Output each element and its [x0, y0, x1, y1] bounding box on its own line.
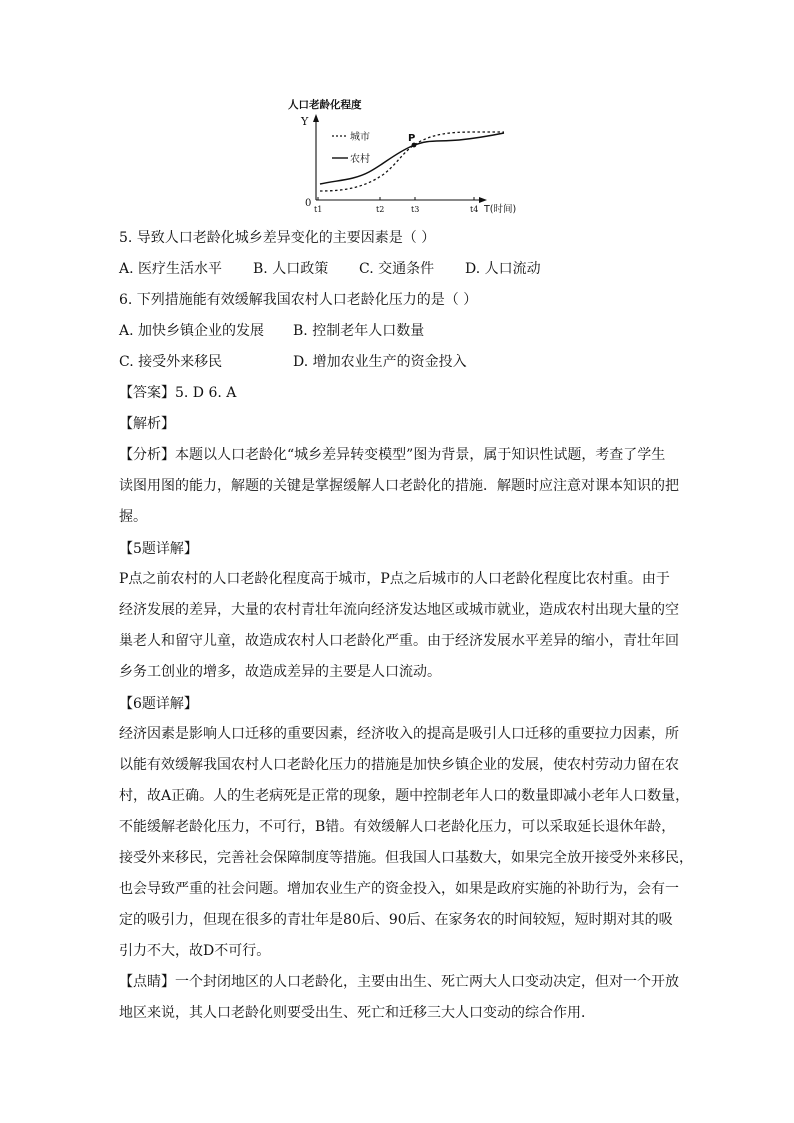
q6-option-d: D. 增加农业生产的资金投入	[293, 354, 467, 370]
legend-label-rural: 农村	[350, 154, 370, 165]
analysis-line: 【分析】本题以人口老龄化“城乡差异转变模型”图为背景，属于知识性试题，考查了学生	[119, 447, 666, 463]
y-axis-arrow	[313, 114, 319, 122]
aging-figure	[284, 96, 520, 218]
origin-label: 0	[305, 198, 312, 209]
comment-line: 【点睛】一个封闭地区的人口老龄化，主要由出生、死亡两大人口变动决定，但对一个开放	[119, 974, 679, 990]
q6-options-row2	[119, 352, 467, 372]
q5-option-b: B. 人口政策	[253, 261, 329, 277]
detail5-paragraph	[119, 564, 679, 688]
detail5-line: 乡务工创业的增多，故造成差异的主要是人口流动。	[119, 664, 441, 680]
q5-option-c: C. 交通条件	[359, 261, 435, 277]
tick-label-t2: t2	[376, 205, 385, 214]
detail6-line: 以能有效缓解我国农村人口老龄化压力的措施是加快乡镇企业的发展，使农村劳动力留在农	[119, 757, 679, 773]
x-axis-arrow	[479, 197, 487, 203]
q5-options	[119, 259, 541, 279]
q6-option-c: C. 接受外来移民	[119, 354, 223, 370]
legend-label-city: 城市	[350, 132, 370, 143]
q5-stem: 5. 导致人口老龄化城乡差异变化的主要因素是（ ）	[119, 230, 436, 246]
detail6-heading: 【6题详解】	[119, 696, 198, 712]
analysis-paragraph	[119, 440, 679, 533]
q6-options-row1	[119, 321, 424, 341]
tick-label-t4: t4	[470, 205, 479, 214]
detail5-heading: 【5题详解】	[119, 541, 198, 557]
detail5-line: P点之前农村的人口老龄化程度高于城市，P点之后城市的人口老龄化程度比农村重。由于	[119, 571, 670, 587]
q6-stem: 6. 下列措施能有效缓解我国农村人口老龄化压力的是（ ）	[119, 292, 478, 308]
detail6-line: 引力不大，故D不可行。	[119, 943, 271, 959]
analysis-line: 握。	[119, 509, 147, 525]
tick-label-t3: t3	[411, 205, 420, 214]
detail5-line: 经济发展的差异，大量的农村青壮年流向经济发达地区或城市就业，造成农村出现大量的空	[119, 602, 679, 618]
detail6-line: 接受外来移民，完善社会保障制度等措施。但我国人口基数大，如果完全放开接受外来移民，	[119, 850, 693, 866]
comment-paragraph	[119, 967, 679, 1029]
aging-chart	[284, 96, 520, 218]
detail6-line: 定的吸引力，但现在很多的青壮年是80后、90后、在家务农的时间较短，短时期对其的吸	[119, 912, 673, 928]
detail6-line: 不能缓解老龄化压力，不可行，B错。有效缓解人口老龄化压力，可以采取延长退休年龄，	[119, 819, 676, 835]
q5-option-d: D. 人口流动	[465, 261, 541, 277]
q6-option-b: B. 控制老年人口数量	[293, 323, 425, 339]
answer-line: 【答案】5. D 6. A	[119, 385, 237, 401]
detail6-line: 村，故A正确。人的生老病死是正常的现象，题中控制老年人口的数量即减小老年人口数量，	[119, 788, 690, 804]
analysis-heading: 【解析】	[119, 416, 175, 432]
comment-line: 地区来说，其人口老龄化则要受出生、死亡和迁移三大人口变动的综合作用．	[119, 1005, 595, 1021]
q5-option-a: A. 医疗生活水平	[119, 261, 223, 277]
tick-label-t1: t1	[314, 205, 323, 214]
figure-title: 人口老龄化程度	[288, 99, 362, 111]
point-p-label: P	[408, 133, 416, 144]
y-axis-label: Y	[301, 115, 309, 128]
detail6-line: 经济因素是影响人口迁移的重要因素，经济收入的提高是吸引人口迁移的重要拉力因素，所	[119, 726, 679, 742]
q6-option-a: A. 加快乡镇企业的发展	[119, 323, 265, 339]
detail6-line: 也会导致严重的社会问题。增加农业生产的资金投入，如果是政府实施的补助行为，会有一	[119, 881, 679, 897]
detail5-line: 巢老人和留守儿童，故造成农村人口老龄化严重。由于经济发展水平差异的缩小，青壮年回	[119, 633, 679, 649]
x-axis-label: T(时间)	[484, 204, 517, 215]
analysis-line: 读图用图的能力，解题的关键是掌握缓解人口老龄化的措施．解题时应注意对课本知识的把	[119, 478, 679, 494]
detail6-paragraph	[119, 719, 693, 967]
